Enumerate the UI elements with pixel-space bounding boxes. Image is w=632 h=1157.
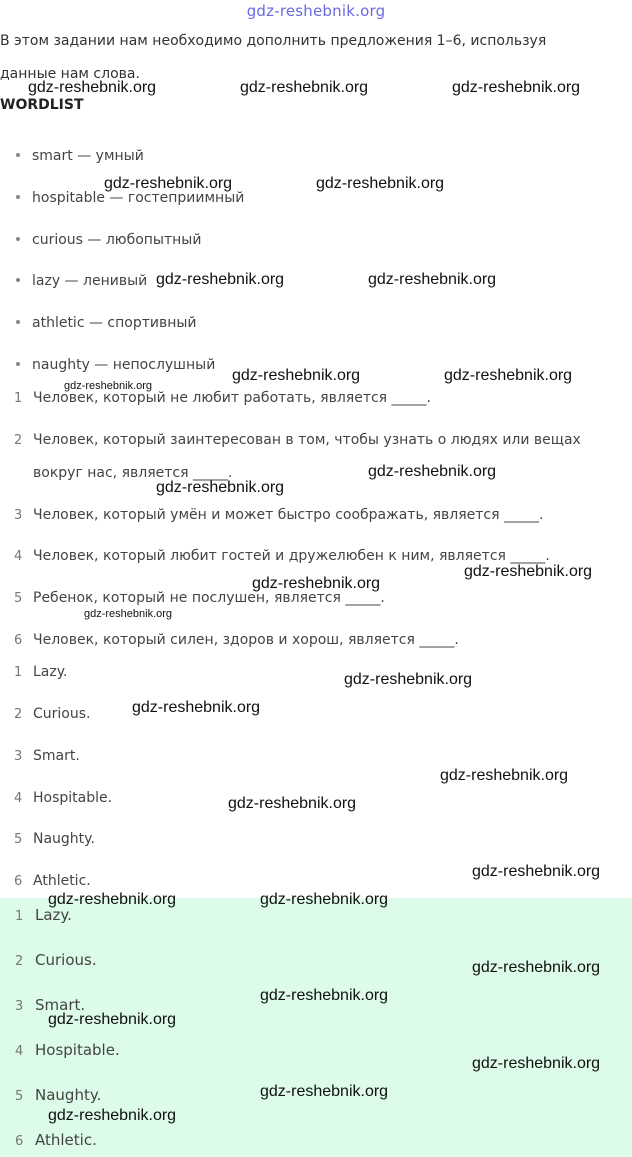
watermark: gdz-reshebnik.org xyxy=(440,767,569,784)
watermark: gdz-reshebnik.org xyxy=(156,271,285,288)
watermark: gdz-reshebnik.org xyxy=(84,608,173,620)
answer-row: 6 Athletic. xyxy=(14,873,91,889)
intro-line-2: данные нам слова. xyxy=(0,66,140,82)
watermark: gdz-reshebnik.org xyxy=(28,79,157,96)
answer-row: 5 Naughty. xyxy=(14,831,95,847)
list-item: naughty — непослушный xyxy=(0,357,215,373)
watermark: gdz-reshebnik.org xyxy=(232,367,361,384)
answer-row: 2 Curious. xyxy=(14,706,91,722)
watermark: gdz-reshebnik.org xyxy=(48,1011,177,1028)
bullet-icon xyxy=(16,362,20,366)
list-item: smart — умный xyxy=(0,148,144,164)
watermark: gdz-reshebnik.org xyxy=(368,271,497,288)
sentence-row-continuation: вокруг нас, является _____. xyxy=(33,465,233,481)
sentence-row: 3 Человек, который умён и может быстро соображать, является _____. xyxy=(14,507,544,523)
watermark: gdz-reshebnik.org xyxy=(132,699,261,716)
watermark: gdz-reshebnik.org xyxy=(472,959,601,976)
bullet-icon xyxy=(16,153,20,157)
site-header-link[interactable]: gdz-reshebnik.org xyxy=(246,2,386,20)
watermark: gdz-reshebnik.org xyxy=(64,380,153,392)
watermark: gdz-reshebnik.org xyxy=(344,671,473,688)
answer-row: 1 Lazy. xyxy=(14,664,68,680)
watermark: gdz-reshebnik.org xyxy=(156,479,285,496)
list-item: athletic — спортивный xyxy=(0,315,197,331)
watermark: gdz-reshebnik.org xyxy=(104,175,233,192)
sentence-row: 6 Человек, который силен, здоров и хорош, является _____. xyxy=(14,632,459,648)
watermark: gdz-reshebnik.org xyxy=(472,1055,601,1072)
watermark: gdz-reshebnik.org xyxy=(464,563,593,580)
watermark: gdz-reshebnik.org xyxy=(228,795,357,812)
list-item: lazy — ленивый xyxy=(0,273,147,289)
answer-highlight-row: 2 Curious. xyxy=(15,951,97,969)
watermark: gdz-reshebnik.org xyxy=(48,891,177,908)
watermark: gdz-reshebnik.org xyxy=(240,79,369,96)
answer-highlight-row: 6 Athletic. xyxy=(15,1131,97,1149)
watermark: gdz-reshebnik.org xyxy=(368,463,497,480)
watermark: gdz-reshebnik.org xyxy=(260,891,389,908)
wordlist-title: WORDLIST xyxy=(0,97,84,113)
list-item: curious — любопытный xyxy=(0,232,201,248)
sentence-row: 1 Человек, который не любит работать, является _____. xyxy=(14,390,432,406)
watermark: gdz-reshebnik.org xyxy=(452,79,581,96)
bullet-icon xyxy=(16,320,20,324)
intro-line-1: В этом задании нам необходимо дополнить предложения 1–6, используя xyxy=(0,33,547,49)
answer-row: 3 Smart. xyxy=(14,748,80,764)
bullet-icon xyxy=(16,237,20,241)
answer-row: 4 Hospitable. xyxy=(14,790,113,806)
watermark: gdz-reshebnik.org xyxy=(444,367,573,384)
bullet-icon xyxy=(16,278,20,282)
watermark: gdz-reshebnik.org xyxy=(472,863,601,880)
watermark: gdz-reshebnik.org xyxy=(260,1083,389,1100)
sentence-row: 5 Ребенок, который не послушен, является _____. xyxy=(14,590,385,606)
answer-highlight-row: 1 Lazy. xyxy=(15,906,72,924)
list-item: hospitable — гостеприимный xyxy=(0,190,244,206)
answer-highlight-row: 5 Naughty. xyxy=(15,1086,102,1104)
answer-highlight-row: 3 Smart. xyxy=(15,996,86,1014)
watermark: gdz-reshebnik.org xyxy=(260,987,389,1004)
watermark: gdz-reshebnik.org xyxy=(48,1107,177,1124)
sentence-row: 4 Человек, который любит гостей и дружелюбен к ним, является _____. xyxy=(14,548,550,564)
watermark: gdz-reshebnik.org xyxy=(252,575,381,592)
bullet-icon xyxy=(16,195,20,199)
sentence-row: 2 Человек, который заинтересован в том, чтобы узнать о людях или вещах xyxy=(14,432,581,448)
watermark: gdz-reshebnik.org xyxy=(316,175,445,192)
answer-highlight-row: 4 Hospitable. xyxy=(15,1041,120,1059)
